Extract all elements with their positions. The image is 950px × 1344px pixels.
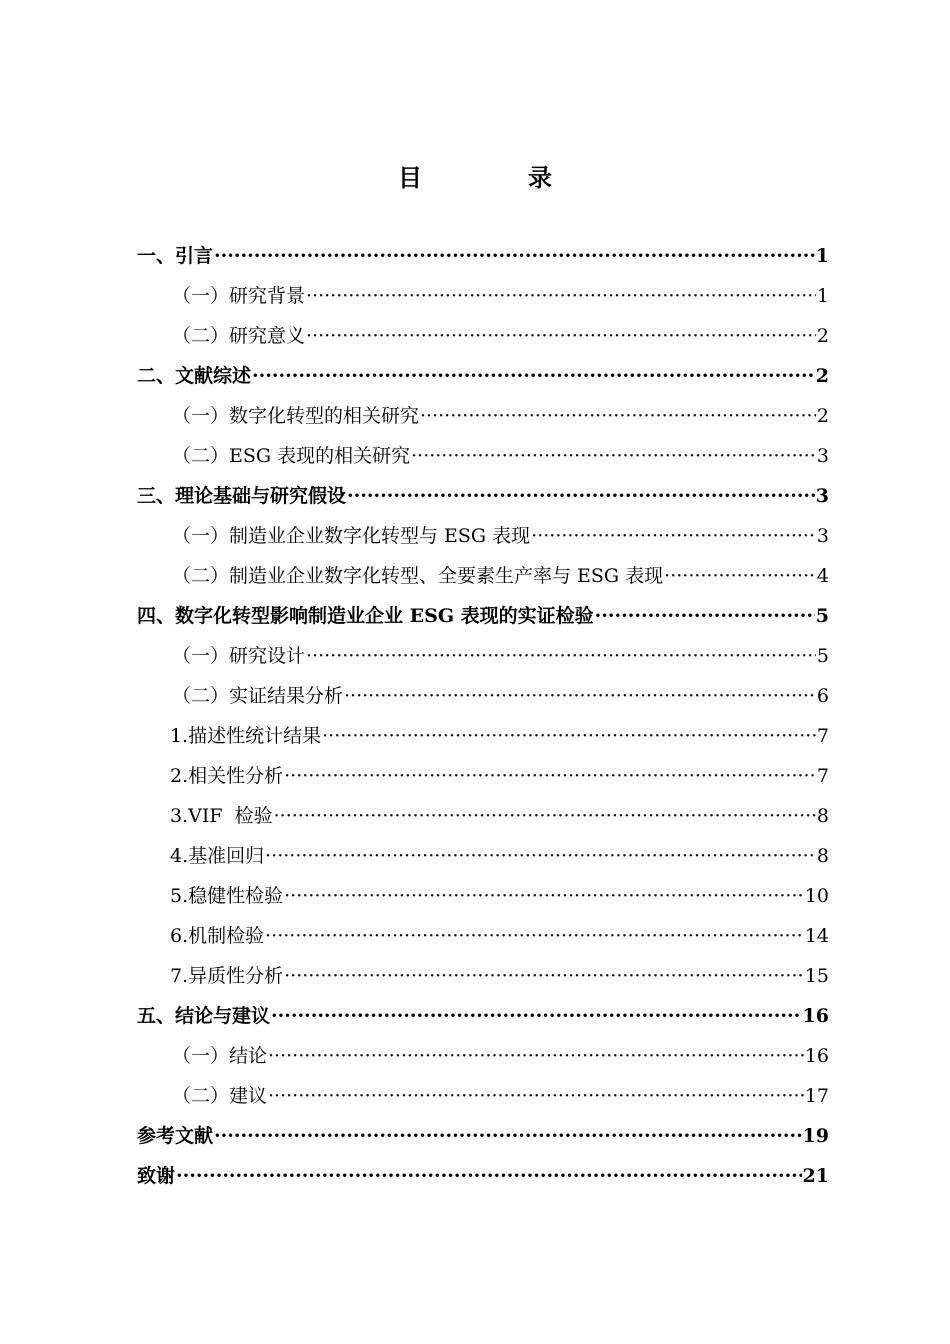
toc-entry-label: 2.相关性分析 [170, 765, 284, 787]
toc-leader-dots [265, 916, 804, 956]
toc-entry-page: 3 [816, 525, 829, 547]
toc-entry-label: （二）研究意义 [172, 325, 306, 347]
toc-entry-suggestions[interactable] [137, 1076, 829, 1116]
toc-entry-research-design[interactable] [137, 636, 829, 676]
toc-entry-dt-and-esg[interactable] [137, 516, 829, 556]
toc-leader-dots [531, 516, 816, 556]
toc-entry-label: 6.机制检验 [170, 925, 265, 947]
toc-entry-label: 三、理论基础与研究假设 [137, 485, 347, 507]
toc-leader-dots [268, 1076, 804, 1116]
toc-entry-label: （二）建议 [172, 1085, 268, 1107]
toc-entry-empirical-test[interactable] [137, 596, 829, 636]
toc-leader-dots [595, 596, 815, 636]
toc-entry-page: 14 [804, 925, 829, 947]
toc-entry-page: 8 [816, 845, 829, 867]
toc-entry-page: 1 [815, 245, 829, 267]
toc-leader-dots [322, 716, 816, 756]
title-char-2: 录 [528, 163, 552, 192]
toc-entry-page: 19 [802, 1125, 829, 1147]
toc-leader-dots [214, 1116, 802, 1156]
toc-entry-page: 5 [815, 605, 829, 627]
toc-leader-dots [265, 836, 816, 876]
toc-entry-page: 8 [816, 805, 829, 827]
toc-entry-label: 3.VIF 检验 [170, 805, 273, 827]
toc-entry-label: 致谢 [137, 1165, 176, 1187]
toc-leader-dots [347, 476, 815, 516]
toc-leader-dots [214, 236, 815, 276]
toc-entry-introduction[interactable] [137, 236, 829, 276]
table-of-contents [137, 236, 829, 1196]
toc-entry-conclusion-suggestions[interactable] [137, 996, 829, 1036]
toc-entry-page: 21 [802, 1165, 829, 1187]
toc-entry-esg-research[interactable] [137, 436, 829, 476]
toc-entry-page: 2 [816, 325, 829, 347]
toc-entry-page: 17 [804, 1085, 829, 1107]
toc-entry-references[interactable] [137, 1116, 829, 1156]
toc-entry-page: 7 [816, 725, 829, 747]
toc-entry-empirical-results[interactable] [137, 676, 829, 716]
toc-entry-label: 参考文献 [137, 1125, 214, 1147]
toc-entry-label: （二）ESG 表现的相关研究 [172, 445, 411, 467]
toc-entry-page: 16 [804, 1045, 829, 1067]
toc-entry-page: 3 [816, 445, 829, 467]
toc-entry-digital-transformation-research[interactable] [137, 396, 829, 436]
toc-entry-page: 1 [816, 285, 829, 307]
toc-entry-page: 5 [816, 645, 829, 667]
toc-entry-page: 16 [802, 1005, 829, 1027]
toc-entry-page: 10 [804, 885, 829, 907]
toc-entry-literature-review[interactable] [137, 356, 829, 396]
toc-leader-dots [411, 436, 816, 476]
toc-leader-dots [284, 756, 816, 796]
toc-entry-correlation-analysis[interactable] [137, 756, 829, 796]
toc-leader-dots [284, 956, 804, 996]
toc-leader-dots [344, 676, 816, 716]
toc-entry-label: （一）数字化转型的相关研究 [172, 405, 420, 427]
toc-entry-label: 1.描述性统计结果 [170, 725, 322, 747]
toc-leader-dots [268, 1036, 804, 1076]
toc-entry-research-background[interactable] [137, 276, 829, 316]
toc-entry-label: 四、数字化转型影响制造业企业 ESG 表现的实证检验 [137, 605, 594, 627]
toc-entry-dt-tfp-esg[interactable] [137, 556, 829, 596]
toc-entry-page: 2 [815, 365, 829, 387]
toc-leader-dots [252, 356, 815, 396]
toc-entry-page: 7 [816, 765, 829, 787]
toc-entry-descriptive-stats[interactable] [137, 716, 829, 756]
toc-leader-dots [271, 996, 802, 1036]
toc-entry-label: 5.稳健性检验 [170, 885, 284, 907]
toc-entry-baseline-regression[interactable] [137, 836, 829, 876]
toc-leader-dots [306, 276, 816, 316]
toc-entry-page: 2 [816, 405, 829, 427]
toc-entry-heterogeneity-analysis[interactable] [137, 956, 829, 996]
toc-entry-label: 一、引言 [137, 245, 214, 267]
toc-leader-dots [306, 636, 816, 676]
toc-entry-robustness-test[interactable] [137, 876, 829, 916]
toc-leader-dots [176, 1156, 802, 1196]
toc-entry-label: （一）制造业企业数字化转型与 ESG 表现 [172, 525, 531, 547]
toc-entry-label: （一）结论 [172, 1045, 268, 1067]
toc-entry-label: （二）实证结果分析 [172, 685, 344, 707]
toc-entry-label: 五、结论与建议 [137, 1005, 271, 1027]
toc-entry-label: （二）制造业企业数字化转型、全要素生产率与 ESG 表现 [172, 565, 664, 587]
toc-entry-theory-hypotheses[interactable] [137, 476, 829, 516]
toc-entry-acknowledgements[interactable] [137, 1156, 829, 1196]
toc-leader-dots [664, 556, 816, 596]
toc-entry-page: 15 [804, 965, 829, 987]
toc-entry-label: （一）研究设计 [172, 645, 306, 667]
toc-entry-mechanism-test[interactable] [137, 916, 829, 956]
toc-entry-label: 7.异质性分析 [170, 965, 284, 987]
toc-entry-label: 二、文献综述 [137, 365, 252, 387]
toc-entry-page: 4 [816, 565, 829, 587]
toc-entry-conclusion[interactable] [137, 1036, 829, 1076]
toc-leader-dots [420, 396, 816, 436]
toc-entry-research-significance[interactable] [137, 316, 829, 356]
toc-entry-label: （一）研究背景 [172, 285, 306, 307]
toc-entry-label: 4.基准回归 [170, 845, 265, 867]
toc-entry-vif-test[interactable] [137, 796, 829, 836]
page-title [0, 158, 950, 193]
toc-entry-page: 3 [815, 485, 829, 507]
toc-leader-dots [306, 316, 816, 356]
toc-entry-page: 6 [816, 685, 829, 707]
toc-leader-dots [274, 796, 816, 836]
toc-leader-dots [284, 876, 804, 916]
title-char-1: 目 [398, 163, 422, 192]
